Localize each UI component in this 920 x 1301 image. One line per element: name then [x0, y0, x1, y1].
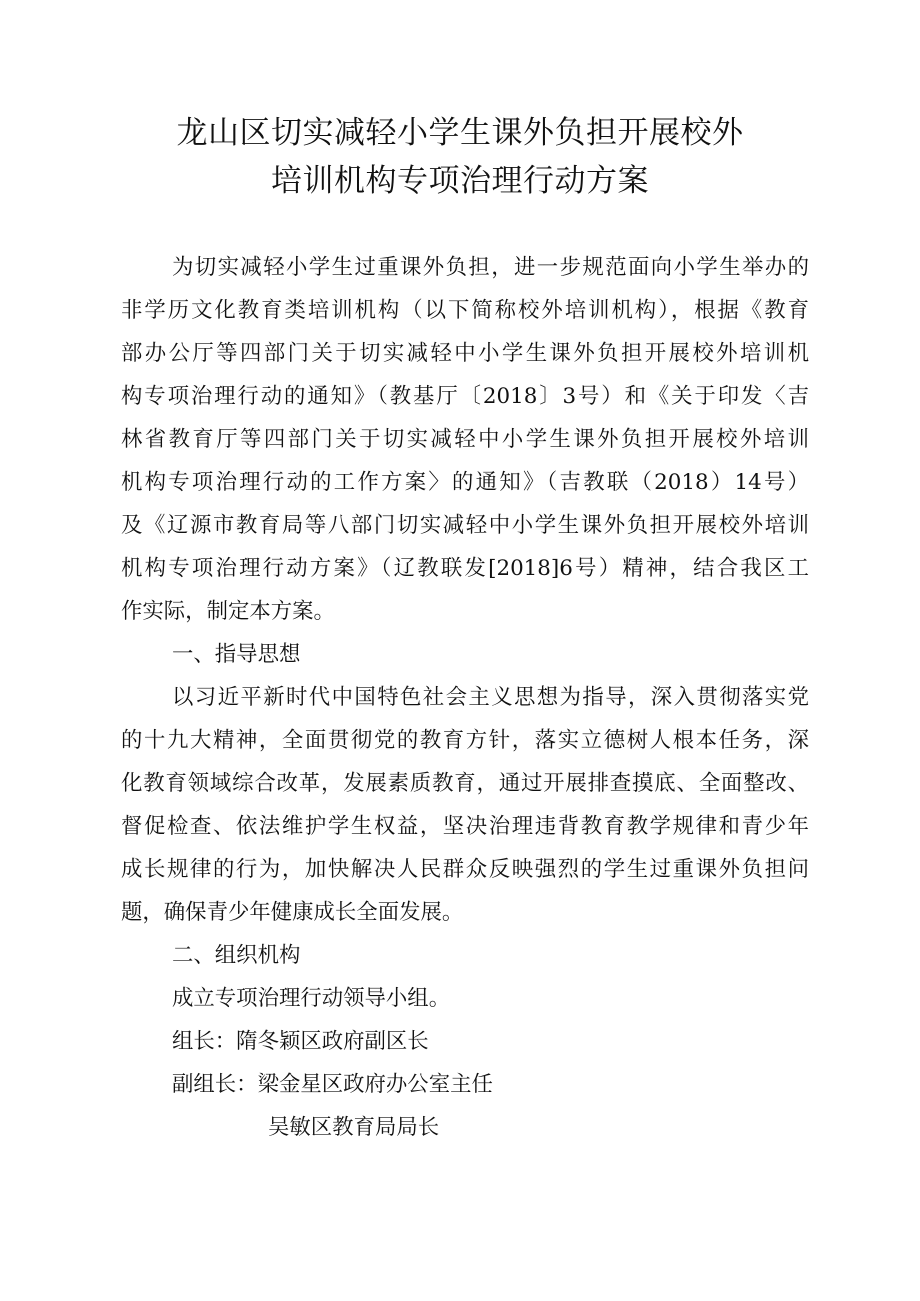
paragraph-line: 非学历文化教育类培训机构（以下简称校外培训机构），根据《教育: [121, 298, 809, 323]
paragraph-line: 督促检查、依法维护学生权益，坚决治理违背教育教学规律和青少年: [121, 814, 809, 839]
paragraph-line: 林省教育厅等四部门关于切实减轻中小学生课外负担开展校外培训: [121, 427, 809, 452]
deputy-leader-line: 副组长：梁金星区政府办公室主任: [172, 1072, 493, 1097]
team-leader-line: 组长：隋冬颖区政府副区长: [172, 1029, 429, 1054]
paragraph-line: 部办公厅等四部门关于切实减轻中小学生课外负担开展校外培训机: [121, 341, 809, 366]
paragraph-line: 化教育领域综合改革，发展素质教育，通过开展排查摸底、全面整改、: [121, 771, 809, 796]
paragraph-line: 成立专项治理行动领导小组。: [172, 986, 451, 1011]
paragraph-line: 作实际，制定本方案。: [121, 599, 335, 624]
paragraph-line: 及《辽源市教育局等八部门切实减轻中小学生课外负担开展校外培训: [121, 513, 809, 538]
document-title-line-2: 培训机构专项治理行动方案: [271, 163, 649, 199]
paragraph-line: 以习近平新时代中国特色社会主义思想为指导，深入贯彻落实党: [172, 685, 809, 710]
paragraph-line: 的十九大精神，全面贯彻党的教育方针，落实立德树人根本任务，深: [121, 728, 809, 753]
paragraph-line: 为切实减轻小学生过重课外负担，进一步规范面向小学生举办的: [172, 255, 809, 280]
paragraph-line: 机构专项治理行动方案》（辽教联发[2018]6号）精神，结合我区工: [121, 556, 809, 581]
paragraph-line: 构专项治理行动的通知》（教基厅〔2018〕3号）和《关于印发〈吉: [121, 384, 809, 409]
document-title-line-1: 龙山区切实减轻小学生课外负担开展校外: [176, 115, 744, 151]
paragraph-line: 机构专项治理行动的工作方案〉的通知》（吉教联（2018）14号）: [121, 470, 809, 495]
deputy-leader-line-2: 吴敏区教育局局长: [268, 1115, 440, 1140]
paragraph-line: 题，确保青少年健康成长全面发展。: [121, 900, 464, 925]
section-heading-guiding-ideology: 一、指导思想: [172, 642, 301, 667]
section-heading-organization: 二、组织机构: [172, 943, 301, 968]
paragraph-line: 成长规律的行为，加快解决人民群众反映强烈的学生过重课外负担问: [121, 857, 809, 882]
